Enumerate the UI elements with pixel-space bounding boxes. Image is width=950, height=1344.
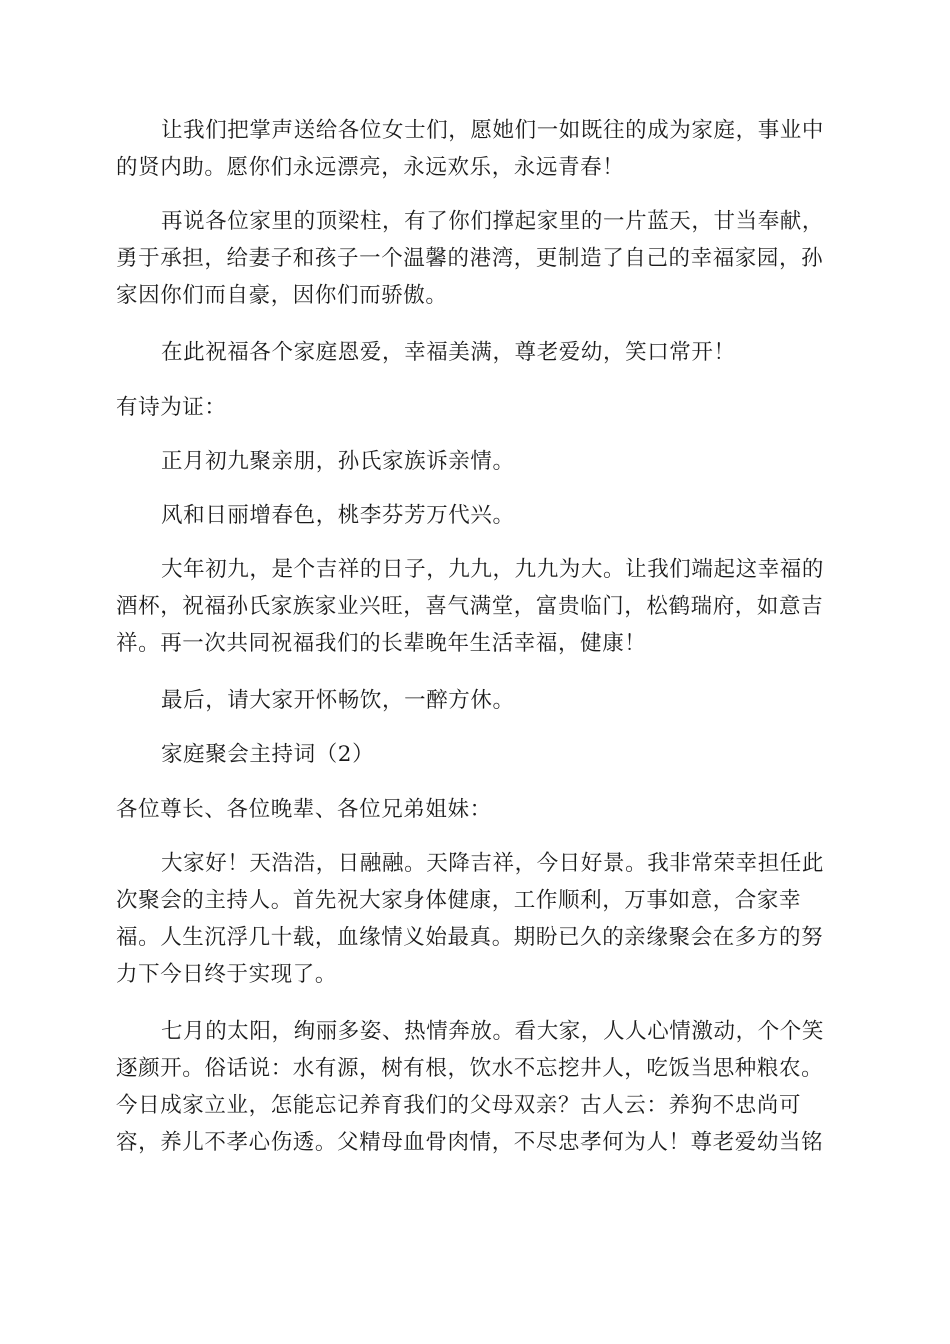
text-line: 大年初九，是个吉祥的日子，九九，九九为大。让我们端起这幸福的	[161, 557, 825, 582]
paragraph-new-year-toast	[116, 551, 836, 662]
text-line: 在此祝福各个家庭恩爱，幸福美满，尊老爱幼，笑口常开！	[161, 340, 736, 365]
paragraph-greeting	[116, 845, 836, 993]
text-line: 各位尊长、各位晚辈、各位兄弟姐妹：	[116, 797, 492, 822]
text-line: 的贤内助。愿你们永远漂亮，永远欢乐，永远青春！	[116, 155, 625, 180]
paragraph-poem-line-2	[116, 497, 836, 534]
text-line: 再说各位家里的顶梁柱，有了你们撑起家里的一片蓝天，甘当奉献，	[161, 209, 825, 234]
text-line: 有诗为证：	[116, 395, 227, 420]
text-line: 最后，请大家开怀畅饮，一醉方休。	[161, 688, 515, 713]
text-line: 次聚会的主持人。首先祝大家身体健康，工作顺利，万事如意，合家幸	[116, 888, 802, 913]
text-line: 力下今日终于实现了。	[116, 962, 338, 987]
text-line: 福。人生沉浮几十载，血缘情义始最真。期盼已久的亲缘聚会在多方的努	[116, 925, 824, 950]
text-line: 让我们把掌声送给各位女士们，愿她们一如既往的成为家庭，事业中	[161, 118, 825, 143]
text-line: 家庭聚会主持词（2）	[161, 742, 375, 767]
paragraph-family-blessing	[116, 334, 836, 371]
text-line: 七月的太阳，绚丽多姿、热情奔放。看大家，人人心情激动，个个笑	[161, 1019, 825, 1044]
paragraph-poem-intro	[116, 389, 836, 426]
text-line: 逐颜开。俗话说：水有源，树有根，饮水不忘挖井人，吃饭当思种粮农。	[116, 1056, 824, 1081]
section-title	[116, 736, 836, 773]
text-line: 风和日丽增春色，桃李芬芳万代兴。	[161, 503, 515, 528]
text-line: 正月初九聚亲朋，孙氏家族诉亲情。	[161, 449, 515, 474]
paragraph-poem-line-1	[116, 443, 836, 480]
text-line: 家因你们而自豪，因你们而骄傲。	[116, 283, 448, 308]
text-line: 勇于承担，给妻子和孩子一个温馨的港湾，更制造了自己的幸福家园，孙	[116, 246, 824, 271]
paragraph-closing	[116, 682, 836, 719]
paragraph-pillars	[116, 203, 836, 314]
text-line: 今日成家立业，怎能忘记养育我们的父母双亲？古人云：养狗不忠尚可	[116, 1093, 802, 1118]
paragraph-july-sun	[116, 1013, 836, 1161]
paragraph-salutation	[116, 791, 836, 828]
text-line: 祥。再一次共同祝福我们的长辈晚年生活幸福，健康！	[116, 631, 647, 656]
text-line: 容，养儿不孝心伤透。父精母血骨肉情，不尽忠孝何为人！尊老爱幼当铭	[116, 1130, 824, 1155]
paragraph-women-blessing	[116, 112, 836, 186]
text-line: 酒杯，祝福孙氏家族家业兴旺，喜气满堂，富贵临门，松鹤瑞府，如意吉	[116, 594, 824, 619]
text-line: 大家好！天浩浩，日融融。天降吉祥，今日好景。我非常荣幸担任此	[161, 851, 825, 876]
